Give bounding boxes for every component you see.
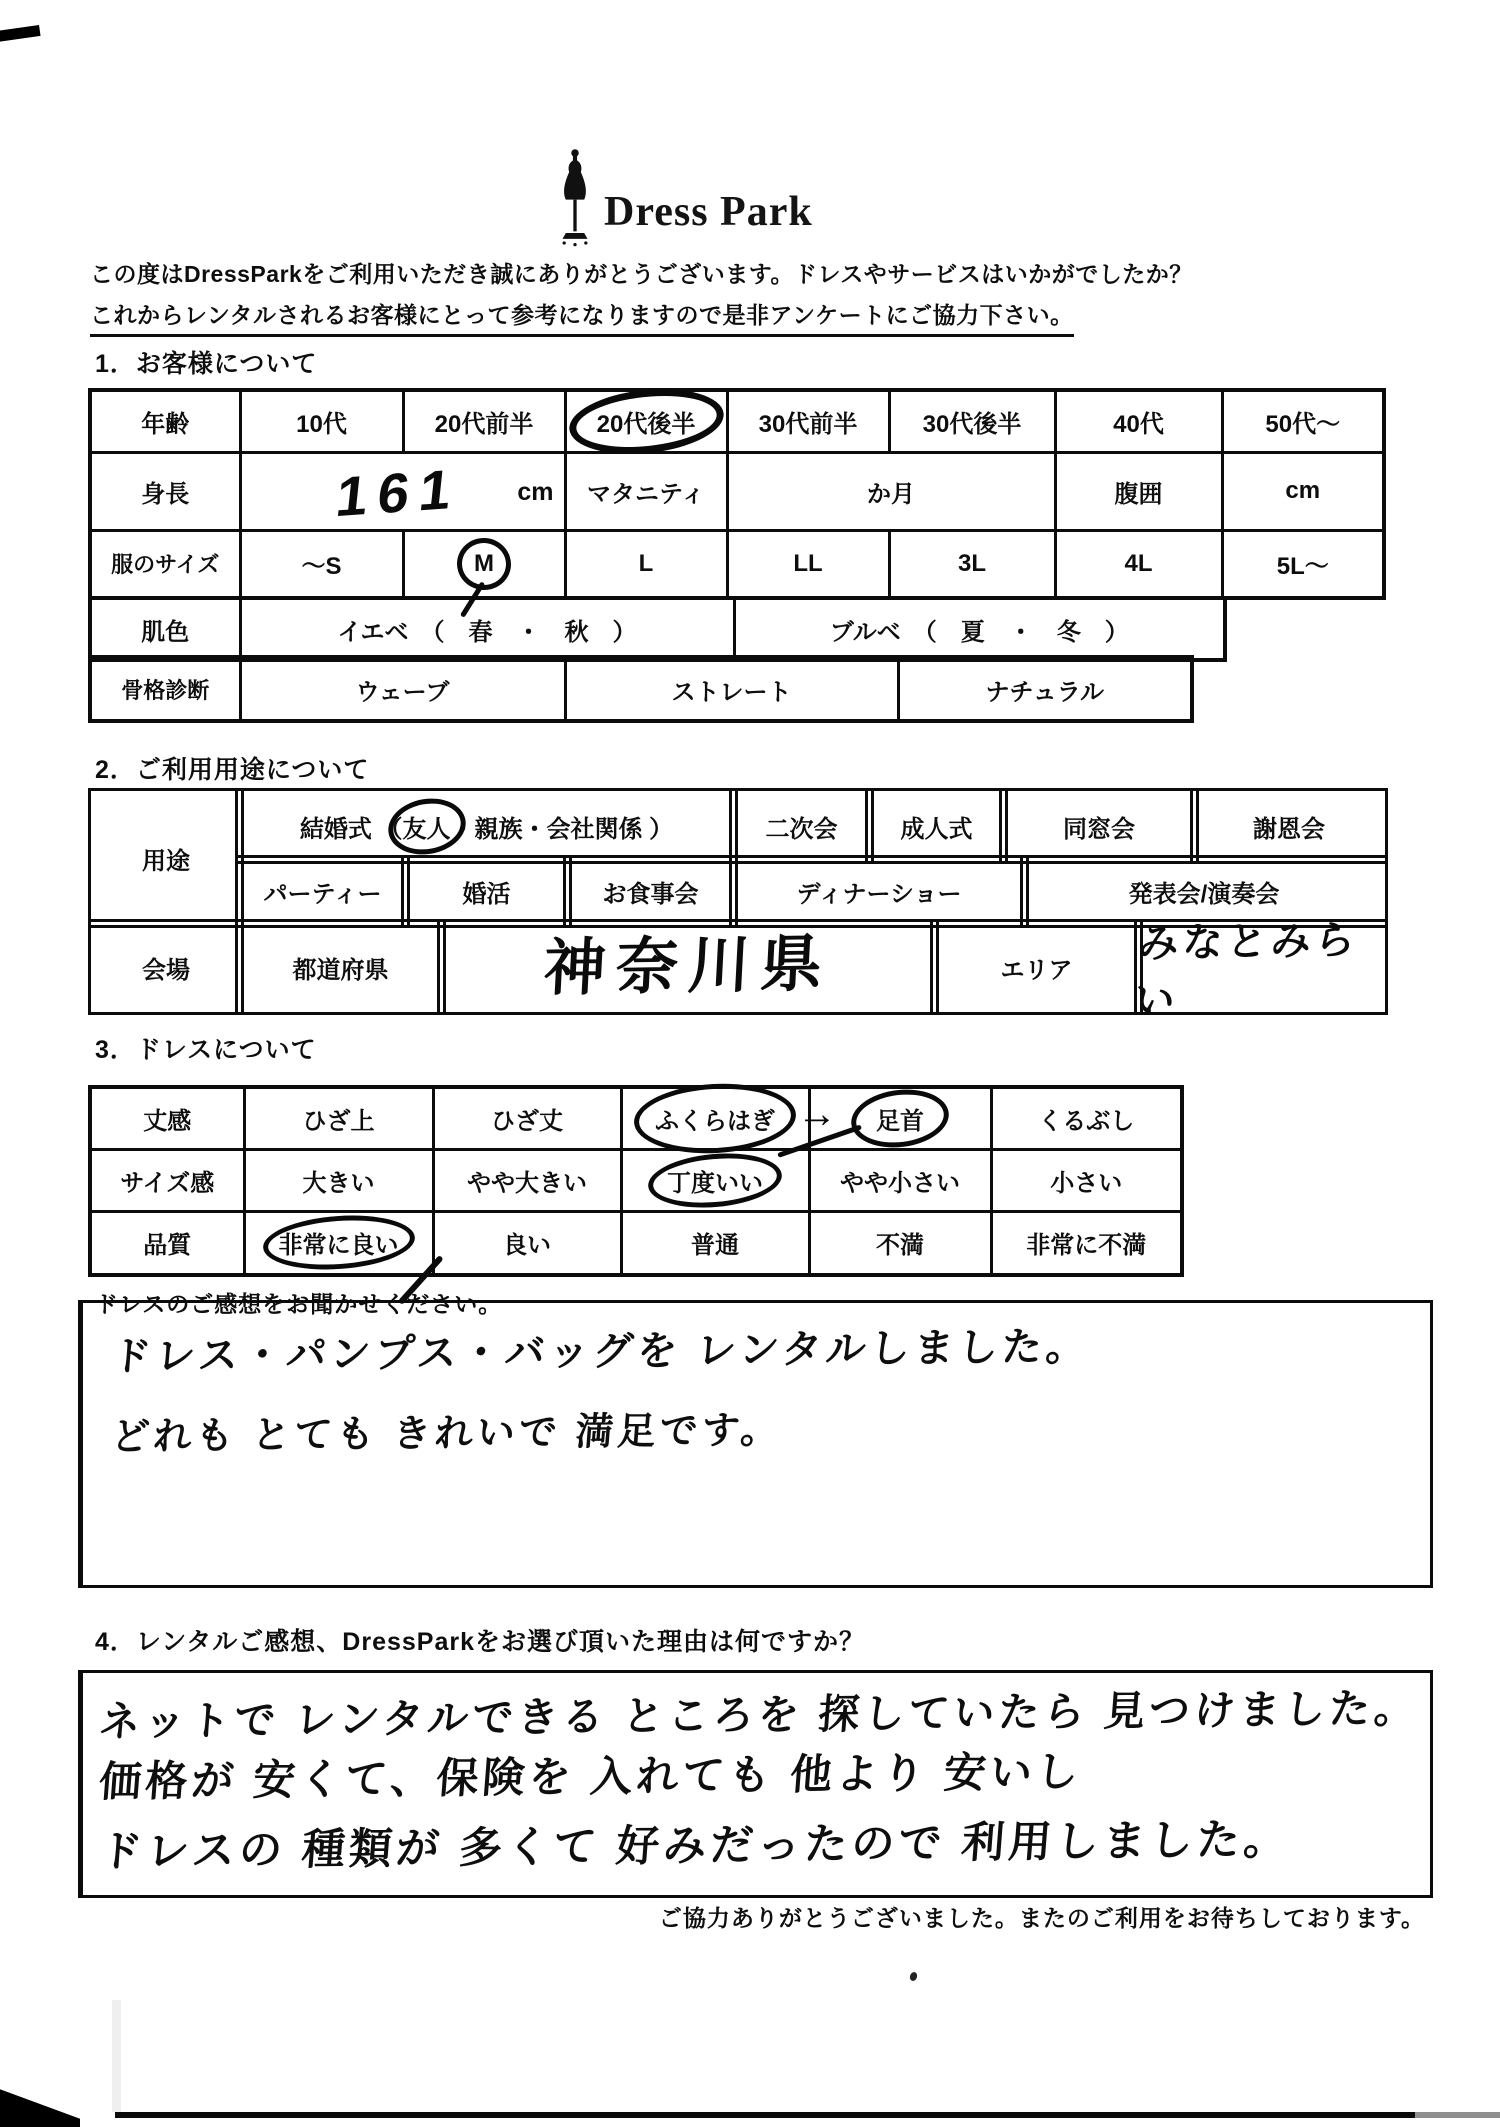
height-unit: cm	[517, 477, 554, 506]
quality-option-normal: 普通	[621, 1211, 809, 1275]
frame-option-straight: ストレート	[565, 657, 898, 721]
purpose-option-dining: お食事会	[563, 855, 738, 928]
dress-feedback-line2: どれも とても きれいで 満足です。	[109, 1409, 785, 1459]
section3-title: 3．ドレスについて	[95, 1036, 317, 1064]
reason-line3: ドレスの 種類が 多くて 好みだったので 利用しました。	[97, 1815, 1293, 1877]
age-option-10s: 10代	[240, 390, 403, 452]
skin-tone-table	[88, 596, 1227, 662]
scan-line-bottom	[115, 2112, 1417, 2118]
pen-circle-very-good: 非常に良い	[279, 1225, 399, 1260]
purpose-option-coming-of-age: 成人式	[865, 788, 1008, 864]
age-option-50s: 50代～	[1222, 390, 1384, 452]
purpose-option-thanks-party: 謝恩会	[1190, 788, 1388, 864]
skin-label: 肌色	[90, 598, 240, 660]
height-handwritten-value: 161	[332, 456, 464, 528]
size-option-l: L	[565, 530, 727, 598]
purpose-option-party: パーティー	[235, 855, 410, 928]
venue-label: 会場	[88, 919, 244, 1015]
size-option-4l: 4L	[1055, 530, 1222, 598]
intro-line1: この度はDressParkをご利用いただき誠にありがとうございます。ドレスやサービスはいかがでしたか？	[90, 261, 1193, 287]
scan-artifact-topleft	[0, 25, 41, 42]
dress-form-icon	[556, 148, 594, 248]
size-label: 服のサイズ	[90, 530, 240, 598]
scan-line-bottom-gray	[1415, 2112, 1500, 2118]
scan-dot-artifact	[909, 1971, 919, 1982]
length-label: 丈感	[90, 1087, 244, 1149]
size-option-s: ～S	[240, 530, 403, 598]
pen-circle-just-right: 丁度いい	[667, 1163, 763, 1198]
maternity-label: マタニティ	[565, 452, 727, 530]
intro-line2: これからレンタルされるお客様にとって参考になりますので是非アンケートにご協力下さい。	[90, 297, 1074, 337]
prefecture-handwritten: 神奈川県	[542, 929, 834, 1004]
pen-circle-ankle: 足首	[876, 1101, 924, 1136]
pen-circle-size-m: M	[474, 549, 494, 577]
height-value-cell	[240, 452, 565, 530]
table-row-fit	[90, 1149, 1182, 1211]
fit-option-bit-big: やや大きい	[433, 1149, 621, 1211]
area-value-cell	[1133, 918, 1388, 1024]
age-option-40s: 40代	[1055, 390, 1222, 452]
section2-title: 2．ご利用用途について	[95, 756, 370, 784]
maternity-months-cell: か月	[727, 452, 1055, 530]
reason-line2: 価格が 安くて、保険を 入れても 他より 安いし	[97, 1747, 1084, 1806]
brand-name: Dress Park	[604, 189, 813, 235]
footer-thanks: ご協力ありがとうございました。またのご利用をお待ちしております。	[658, 1905, 1425, 1931]
frame-option-wave: ウェーブ	[240, 657, 565, 721]
quality-option-very-good	[244, 1211, 433, 1275]
quality-option-very-bad: 非常に不満	[991, 1211, 1182, 1275]
dress-table	[88, 1085, 1184, 1277]
age-option-20s-late	[565, 390, 727, 452]
table-row-quality	[90, 1211, 1182, 1275]
size-option-5l: 5L～	[1222, 530, 1384, 598]
pen-circle-calf: ふくらはぎ	[655, 1101, 775, 1136]
quality-option-good: 良い	[433, 1211, 621, 1275]
waist-label: 腹囲	[1055, 452, 1222, 530]
area-handwritten: みなとみらい	[1133, 918, 1361, 1024]
skin-option-blue: ブルベ （ 夏 ・ 冬 ）	[734, 598, 1225, 660]
purpose-option-recital: 発表会/演奏会	[1020, 855, 1388, 928]
purpose-option-wedding	[235, 788, 738, 864]
wedding-suffix: ・親族・会社関係 ）	[450, 815, 674, 843]
table-row-skin	[90, 598, 1225, 660]
purpose-option-konkatsu: 婚活	[401, 855, 572, 928]
fit-option-small: 小さい	[991, 1149, 1182, 1211]
scan-wedge-bottomleft	[0, 2086, 80, 2127]
length-option-above-knee: ひざ上	[244, 1087, 433, 1149]
reason-line1: ネットで レンタルできる ところを 探していたら 見つけました。	[97, 1685, 1421, 1745]
height-label: 身長	[90, 452, 240, 530]
table-row-height	[90, 452, 1384, 530]
size-option-ll: LL	[727, 530, 889, 598]
age-option-30s-late: 30代後半	[889, 390, 1055, 452]
customer-table	[88, 388, 1386, 600]
age-label: 年齢	[90, 390, 240, 452]
size-option-3l: 3L	[889, 530, 1055, 598]
dress-feedback-line1: ドレス・パンプス・バッグを レンタルしました。	[109, 1324, 1092, 1380]
prefecture-label: 都道府県	[235, 919, 446, 1015]
scan-streak	[112, 2000, 121, 2112]
length-option-anklebone: くるぶし	[991, 1087, 1182, 1149]
wedding-prefix: 結婚式 （	[299, 815, 403, 843]
length-option-calf	[621, 1087, 809, 1149]
logo	[556, 148, 813, 248]
pen-circle-friend: 友人	[403, 809, 451, 844]
table-row-length	[90, 1087, 1182, 1149]
section1-title: 1．お客様について	[95, 350, 318, 378]
dress-feedback-prompt: ドレスのご感想をお聞かせください。	[95, 1291, 503, 1317]
age-option-20s-early: 20代前半	[403, 390, 565, 452]
quality-option-bad: 不満	[809, 1211, 991, 1275]
pen-circle-age: 20代後半	[597, 404, 696, 439]
waist-unit: cm	[1222, 452, 1384, 530]
section4-title: 4．レンタルご感想、DressParkをお選び頂いた理由は何ですか？	[95, 1628, 865, 1656]
purpose-option-dinner-show: ディナーショー	[729, 855, 1029, 928]
frame-label: 骨格診断	[90, 657, 240, 721]
frame-option-natural: ナチュラル	[898, 657, 1192, 721]
purpose-option-afterparty: 二次会	[729, 788, 874, 864]
fit-option-just-right	[621, 1149, 809, 1211]
age-option-30s-early: 30代前半	[727, 390, 889, 452]
size-option-m	[403, 530, 565, 598]
purpose-option-reunion: 同窓会	[999, 788, 1199, 864]
quality-label: 品質	[90, 1211, 244, 1275]
prefecture-value-cell	[437, 919, 939, 1015]
fit-option-big: 大きい	[244, 1149, 433, 1211]
pen-arrow-calf-to-ankle: →	[797, 1092, 837, 1136]
area-label: エリア	[930, 919, 1143, 1015]
table-row-frame	[90, 657, 1192, 721]
length-option-knee: ひざ丈	[433, 1087, 621, 1149]
table-row-age	[90, 390, 1384, 452]
skin-option-yellow: イエベ （ 春 ・ 秋 ）	[240, 598, 734, 660]
table-row-size	[90, 530, 1384, 598]
purpose-label: 用途	[88, 788, 244, 928]
fit-label: サイズ感	[90, 1149, 244, 1211]
fit-option-bit-small: やや小さい	[809, 1149, 991, 1211]
frame-diagnosis-table	[88, 655, 1194, 723]
